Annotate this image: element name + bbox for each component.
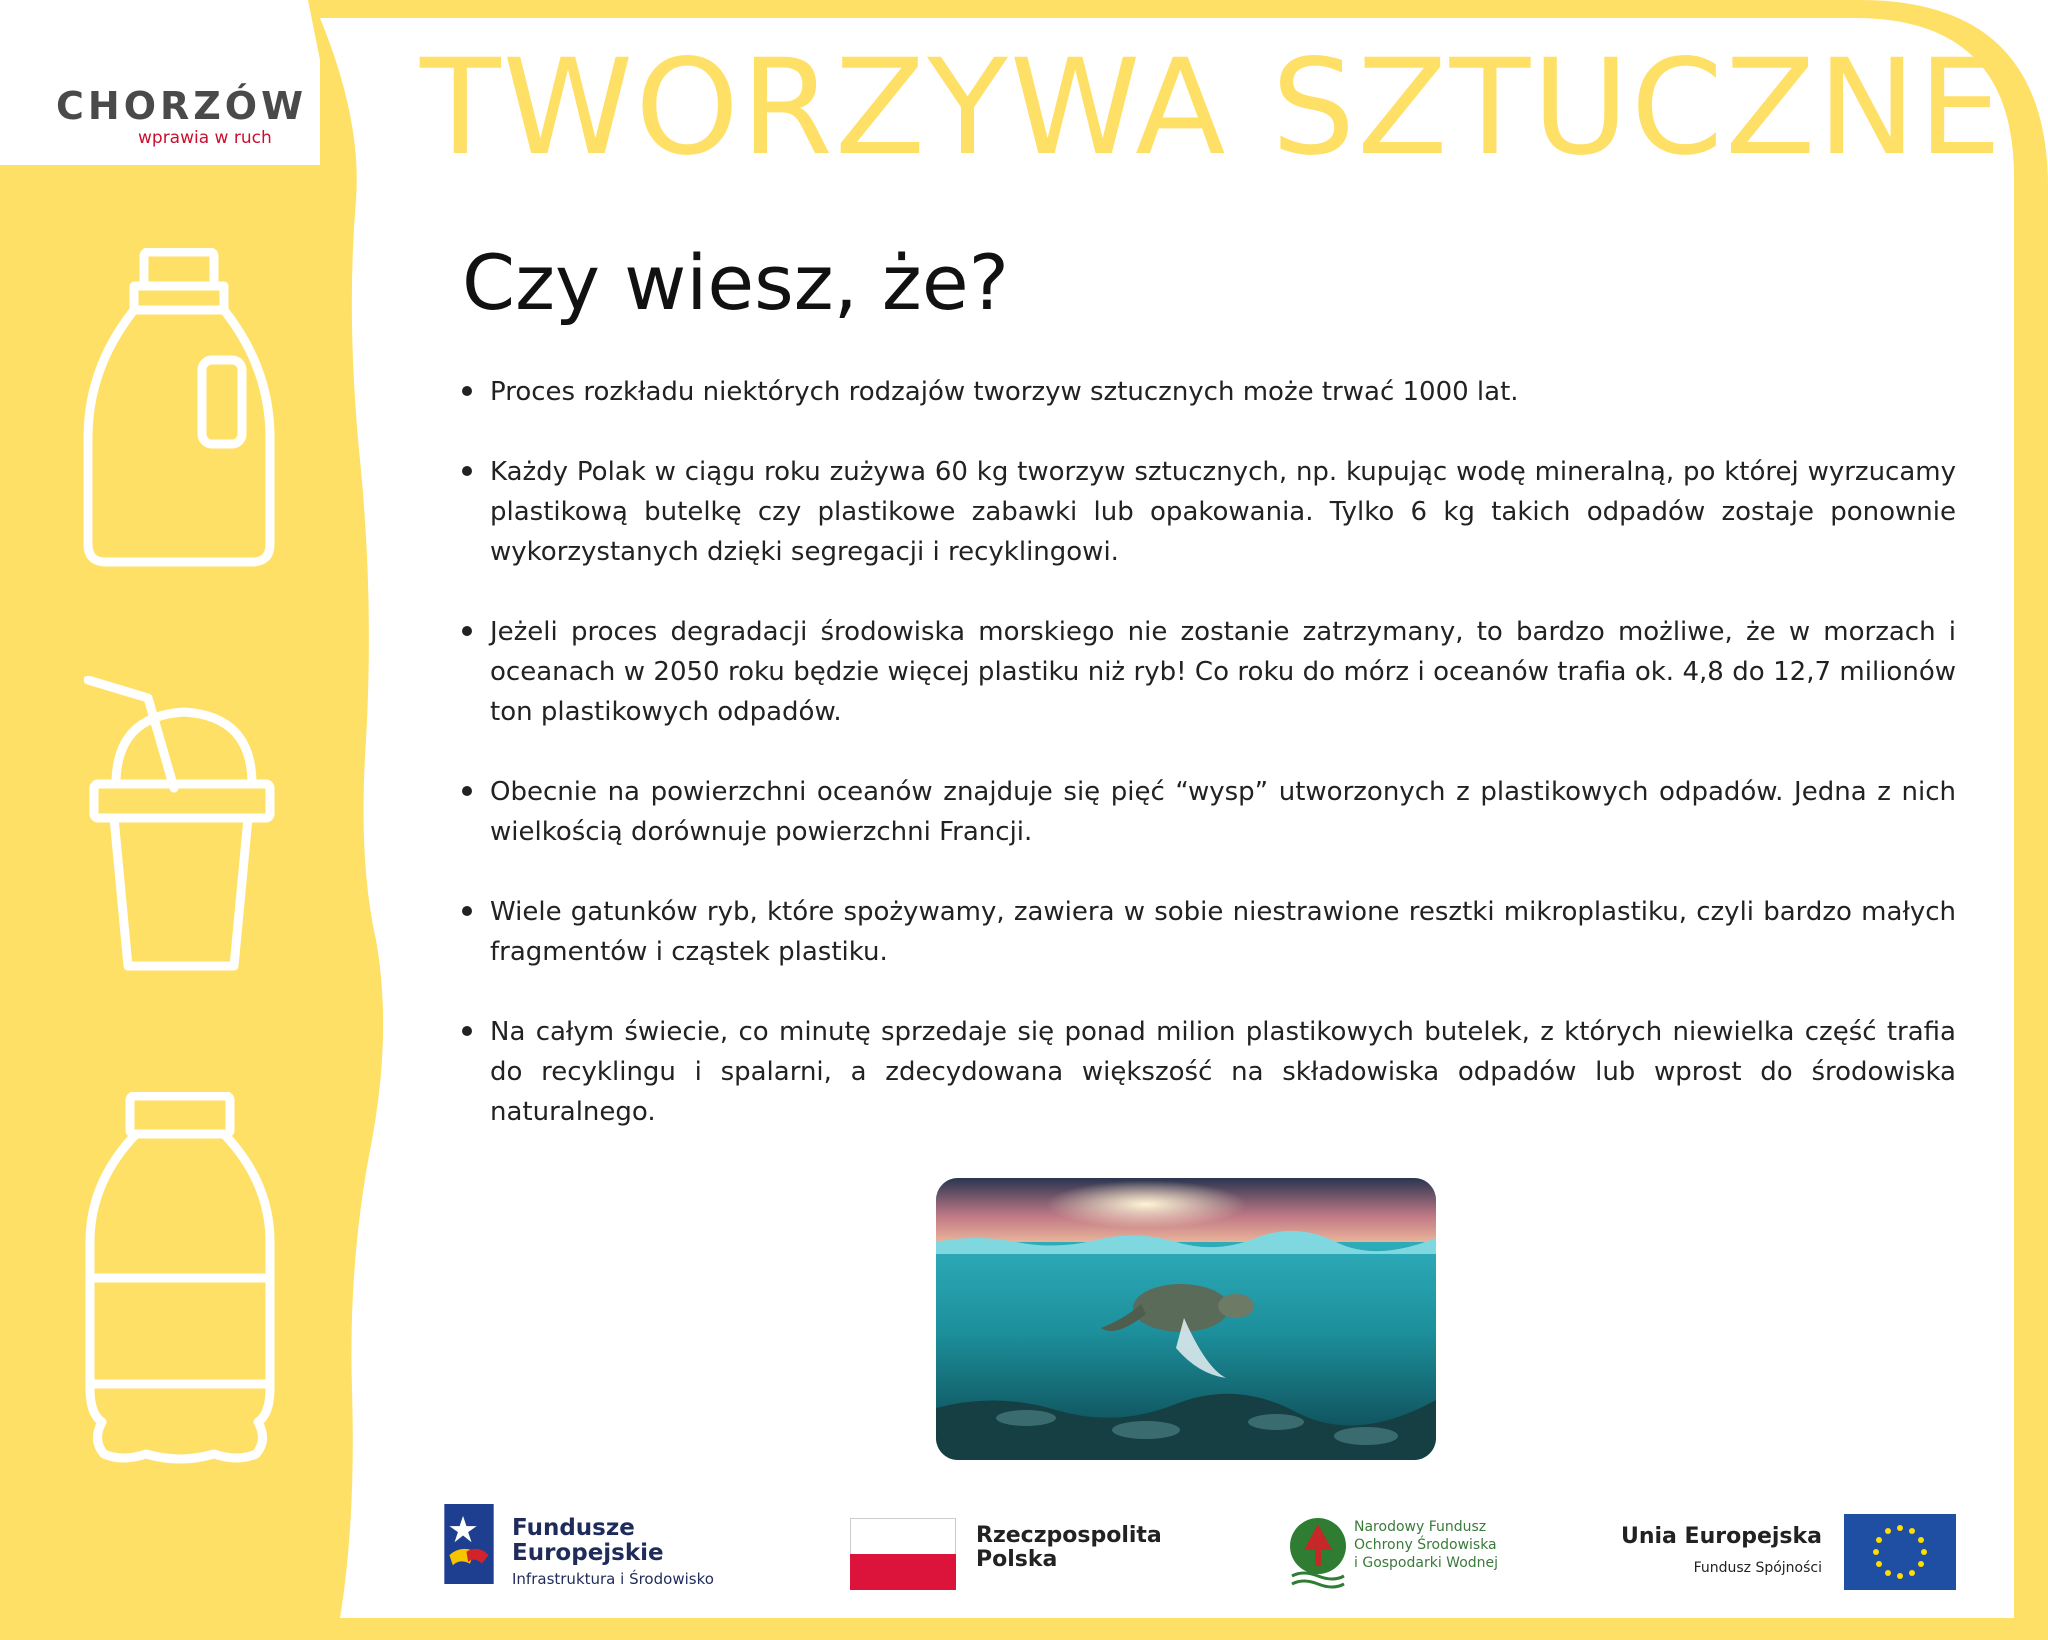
nfosigw-label: Narodowy Fundusz Ochrony Środowiska i Gospodarki Wodnej [1354,1519,1499,1571]
list-item: Jeżeli proces degradacji środowiska morskiego nie zostanie zatrzymany, to bardzo możliwe, że w morzach i oceanach w 2050 roku będzie więcej plastiku niż ryb! Co roku do mórz i oceanów trafia ok. 4,8 do 12,7 milionów ton plastikowych odpadów. [462,612,1956,732]
logo-tagline: wprawia w ruch [138,128,272,148]
chorzow-logo [0,0,360,165]
logo-name: CHORZÓW [56,84,308,128]
list-item: Proces rozkładu niektórych rodzajów tworzyw sztucznych może trwać 1000 lat. [462,372,1956,412]
fe-title: Fundusze Europejskie [512,1515,664,1566]
detergent-bottle-icon [82,248,278,568]
list-item: Obecnie na powierzchni oceanów znajduje się pięć “wysp” utworzonych z plastikowych odpadów. Jedna z nich wielkością dorównuje powierzchni Francji. [462,772,1956,852]
list-item: Na całym świecie, co minutę sprzedaje się ponad milion plastikowych butelek, z których niewielka część trafia do recyklingu i spalarni, a zdecydowana większość na składowiska odpadów lub wprost do środowiska naturalnego. [462,1012,1956,1132]
list-item: Każdy Polak w ciągu roku zużywa 60 kg tworzyw sztucznych, np. kupując wodę mineralną, po której wyrzucamy plastikową butelkę czy plastikowe zabawki lub opakowania. Tylko 6 kg takich odpadów zostaje ponownie wykorzystanych dzięki segregacji i recyklingowi. [462,452,1956,572]
bullet-icon [462,466,472,476]
bullet-icon [462,626,472,636]
bullet-icon [462,786,472,796]
ue-subtitle: Fundusz Spójności [1693,1560,1822,1576]
nfosigw-logo [1288,1512,1348,1592]
water-bottle-icon [82,1092,278,1464]
fe-subtitle: Infrastruktura i Środowisko [512,1570,714,1588]
eu-flag-icon [1844,1512,1956,1592]
drink-cup-straw-icon [84,676,280,976]
section-heading: Czy wiesz, że? [462,238,1009,327]
facts-list [462,372,1956,1172]
rp-label: Rzeczpospolita Polska [976,1523,1162,1572]
bullet-icon [462,1026,472,1036]
page-title: TWORZYWA SZTUCZNE [420,31,2004,185]
polish-flag-icon [850,1514,956,1594]
fundusze-europejskie-logo [440,1504,498,1584]
bullet-icon [462,906,472,916]
ue-title: Unia Europejska [1620,1524,1822,1549]
ocean-turtle-photo [936,1178,1436,1460]
list-item: Wiele gatunków ryb, które spożywamy, zawiera w sobie niestrawione resztki mikroplastiku, czyli bardzo małych fragmentów i cząstek plastiku. [462,892,1956,972]
bullet-icon [462,386,472,396]
